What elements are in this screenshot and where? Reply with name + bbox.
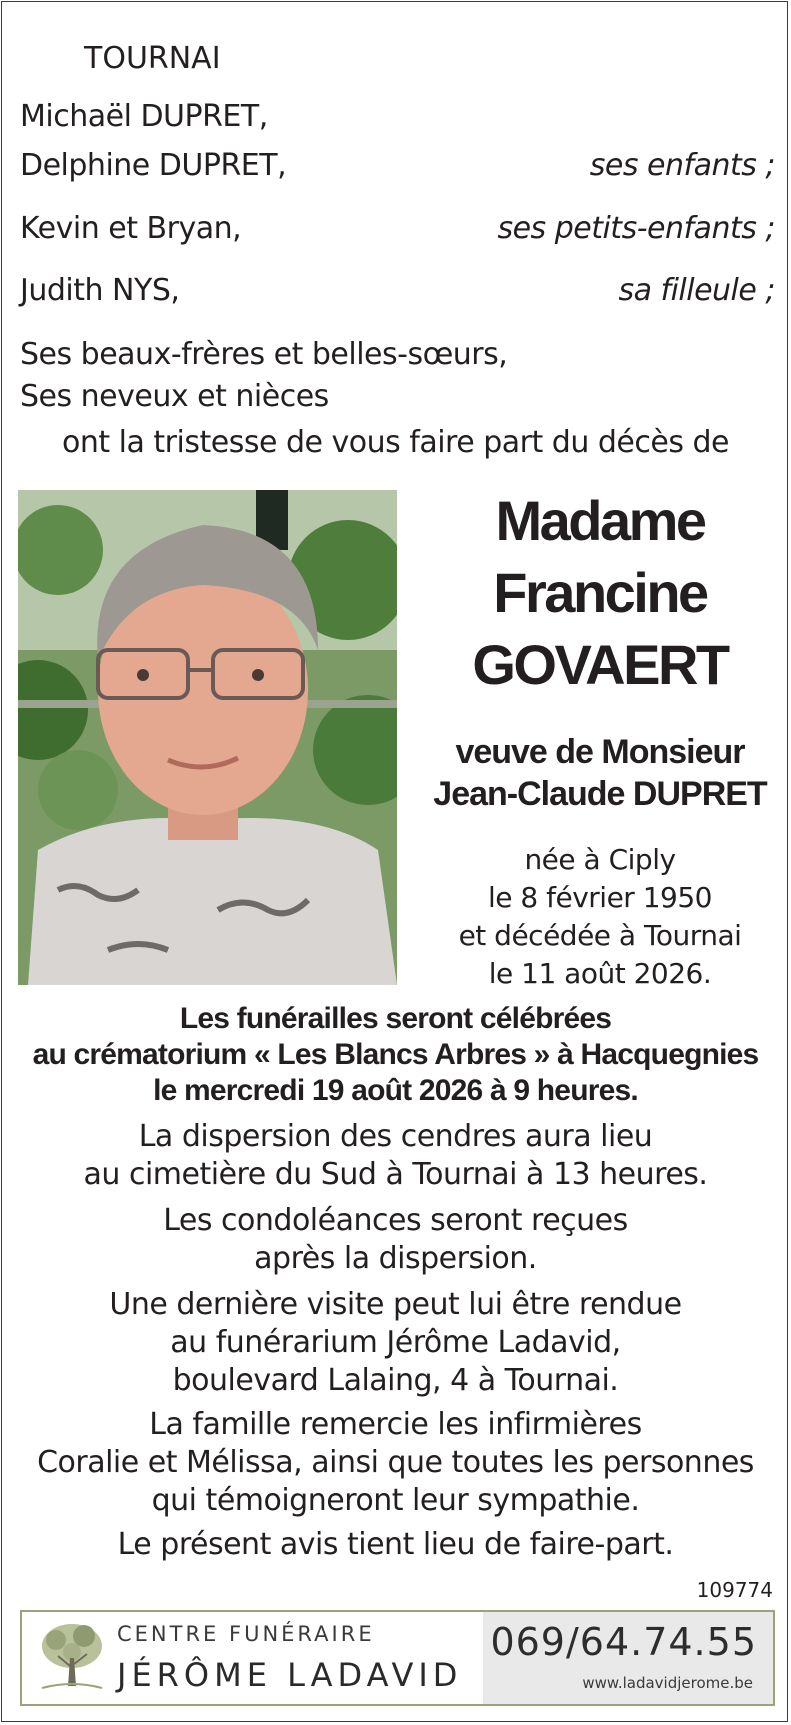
portrait-photo xyxy=(18,490,397,985)
visit-line-1: Une dernière visite peut lui être rendue xyxy=(109,1287,682,1322)
condolences-line-2: après la dispersion. xyxy=(254,1241,537,1276)
dispersion-line-1: La dispersion des cendres aura lieu xyxy=(138,1119,653,1154)
city-heading: TOURNAI xyxy=(84,41,221,76)
widow-line-1: veuve de Monsieur xyxy=(455,733,745,771)
tree-icon xyxy=(32,1618,112,1700)
condolences-line-1: Les condoléances seront reçues xyxy=(163,1203,628,1238)
thanks-line-1: La famille remercie les infirmières xyxy=(149,1407,642,1442)
funeral-line-2: au crématorium « Les Blancs Arbres » à Hacquegnies xyxy=(32,1038,759,1071)
others-line-2: Ses neveux et nièces xyxy=(20,379,329,414)
family-relation-2: ses enfants ; xyxy=(589,148,775,183)
banner-website[interactable]: www.ladavidjerome.be xyxy=(582,1674,753,1692)
birth-date: le 8 février 1950 xyxy=(488,881,712,914)
funeral-home-banner xyxy=(20,1610,775,1706)
family-name-1: Michaël DUPRET, xyxy=(20,99,268,134)
dispersion-line-2: au cimetière du Sud à Tournai à 13 heures. xyxy=(83,1157,708,1192)
announcement-text: ont la tristesse de vous faire part du décès de xyxy=(62,425,729,460)
family-relation-3: ses petits-enfants ; xyxy=(497,211,775,246)
visit-line-3: boulevard Lalaing, 4 à Tournai. xyxy=(172,1363,619,1398)
family-name-2: Delphine DUPRET, xyxy=(20,148,287,183)
deceased-last-name: GOVAERT xyxy=(472,633,728,696)
family-relation-4: sa filleule ; xyxy=(618,273,775,308)
banner-title-line-1: CENTRE FUNÉRAIRE xyxy=(117,1622,375,1646)
birth-place: née à Ciply xyxy=(524,843,676,876)
family-name-3: Kevin et Bryan, xyxy=(20,211,242,246)
widow-line-2: Jean-Claude DUPRET xyxy=(433,775,767,813)
deceased-first-name: Francine xyxy=(493,561,707,624)
death-place: et décédée à Tournai xyxy=(458,919,742,952)
visit-line-2: au funérarium Jérôme Ladavid, xyxy=(170,1325,621,1360)
banner-phone: 069/64.74.55 xyxy=(490,1620,757,1664)
reference-number: 109774 xyxy=(696,1578,773,1602)
funeral-line-3: le mercredi 19 août 2026 à 9 heures. xyxy=(153,1074,638,1107)
deceased-title: Madame xyxy=(495,489,705,552)
death-date: le 11 août 2026. xyxy=(488,957,712,990)
notice-line: Le présent avis tient lieu de faire-part. xyxy=(117,1527,674,1562)
banner-title-line-2: JÉRÔME LADAVID xyxy=(117,1656,463,1694)
family-name-4: Judith NYS, xyxy=(20,273,180,308)
thanks-line-3: qui témoigneront leur sympathie. xyxy=(151,1483,640,1518)
thanks-line-2: Coralie et Mélissa, ainsi que toutes les personnes xyxy=(37,1445,754,1480)
funeral-line-1: Les funérailles seront célébrées xyxy=(179,1002,612,1035)
others-line-1: Ses beaux-frères et belles-sœurs, xyxy=(20,337,508,372)
